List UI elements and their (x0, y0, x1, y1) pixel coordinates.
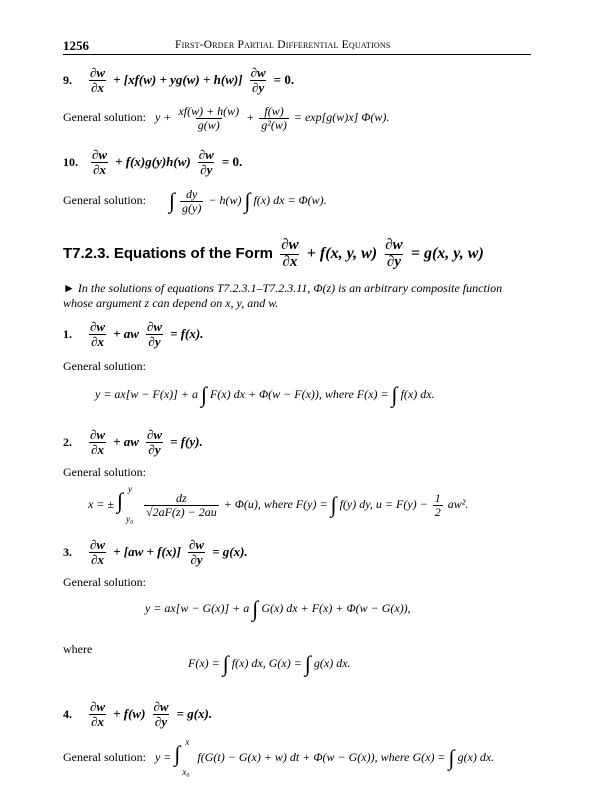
equation-number: 10. (63, 154, 78, 169)
integral-sign: ∫ (448, 745, 455, 770)
equation-4: 4. $\frac{\partial w}{\partial x}$ + f(w) $\frac{\partial w}{\partial y}$ = g(x). (63, 699, 213, 729)
solution-1: y = ax[w − F(x)] + a ∫ F(x) dx + Φ(w − F(x)), where F(x) = ∫ f(x) dx. (95, 382, 435, 407)
integral-sign: ∫ (168, 188, 176, 214)
equation-number: 4. (63, 706, 72, 721)
integral-sign: ∫ (304, 651, 311, 676)
equation-9: 9. $\frac{\partial w}{\partial x}$ + [xf(w) + yg(w) + h(w)] $\frac{\partial w}{\partial y}$ = 0. (63, 65, 295, 95)
partial-fraction: $\frac{\partial w}{\partial y}$ (250, 65, 266, 95)
integral-sign: ∫ (244, 188, 251, 214)
partial-fraction: $\frac{\partial w}{\partial y}$ (198, 147, 214, 177)
equation-number: 9. (63, 72, 72, 87)
integral-sign: ∫ (222, 651, 229, 676)
equation-number: 1. (63, 326, 72, 341)
equation-10: 10. $\frac{\partial w}{\partial x}$ + f(x)g(y)h(w) $\frac{\partial w}{\partial y}$ = 0. (63, 147, 243, 177)
equation-2: 2. $\frac{\partial w}{\partial x}$ + aw $\frac{\partial w}{\partial y}$ = f(y). (63, 427, 203, 457)
partial-fraction: $\frac{\partial w}{\partial y}$ (189, 537, 205, 567)
partial-fraction: $\frac{\partial w}{\partial y}$ (153, 699, 169, 729)
equation-3: 3. $\frac{\partial w}{\partial x}$ + [aw + f(x)] $\frac{\partial w}{\partial y}$ = g(x). (63, 537, 248, 567)
integral-sign: ∫ (252, 596, 259, 621)
partial-fraction: $\frac{\partial w}{\partial x}$ (90, 319, 106, 349)
where-definitions-3: F(x) = ∫ f(x) dx, G(x) = ∫ g(x) dx. (188, 651, 351, 676)
partial-fraction: $\frac{\partial w}{\partial x}$ (90, 537, 106, 567)
partial-fraction: $\frac{\partial w}{\partial x}$ (281, 237, 299, 270)
integral-sign: ∫ (117, 488, 124, 513)
general-solution-label-3: General solution: (63, 575, 146, 589)
integral-sign: ∫ (391, 382, 398, 407)
solution-4: General solution: y = ∫ x x₀ f(G(t) − G(x) + w) dt + Φ(w − G(x)), where G(x) = ∫ g(x) dx. (63, 737, 495, 777)
partial-fraction: $\frac{\partial w}{\partial y}$ (146, 319, 163, 349)
equation-number: 3. (63, 544, 72, 559)
running-title: First-Order Partial Differential Equations (175, 39, 391, 51)
general-solution-10: General solution: ∫ $\frac{dy}{g(y)}$ − h(w) ∫ f(x) dx = Φ(w). (63, 187, 327, 215)
where-label: where (63, 642, 93, 656)
section-heading: T7.2.3. Equations of the Form $\frac{\partial w}{\partial x}$ + f(x, y, w) $\frac{\partial w}{\partial y}$ = g(x, y, w) (63, 237, 484, 270)
definite-integral: ∫ x x₀ (174, 737, 190, 777)
partial-fraction: $\frac{\partial w}{\partial x}$ (90, 427, 106, 457)
partial-fraction: $\frac{\partial w}{\partial y}$ (146, 427, 163, 457)
general-solution-9: General solution: y + $\frac{xf(w) + h(w)}{g(w)}$ + $\frac{f(w)}{\text{g²(w)}}$ = exp[g(w)x] Φ(w). (63, 104, 390, 132)
integral-sign: ∫ (200, 382, 207, 407)
partial-fraction: $\frac{\partial w}{\partial x}$ (90, 699, 106, 729)
definite-integral: ∫ y y₀ (117, 484, 134, 524)
partial-fraction: $\frac{\partial w}{\partial x}$ (92, 147, 108, 177)
partial-fraction: $\frac{\partial w}{\partial y}$ (385, 237, 403, 270)
solution-2: x = ± ∫ y y₀ $\frac{dz}{√2aF(z) - 2au}$ + Φ(u), where F(y) = ∫ f(y) dy, u = F(y) − $\frac{1}{2}$ aw². (88, 484, 469, 524)
section-note-line-1: ► In the solutions of equations T7.2.3.1–T7.2.3.11, Φ(z) is an arbitrary composite function (63, 281, 503, 295)
partial-fraction: $\frac{\partial w}{\partial x}$ (90, 65, 106, 95)
header-rule (63, 54, 531, 55)
solution-3: y = ax[w − G(x)] + a ∫ G(x) dx + F(x) + Φ(w − G(x)), (145, 596, 411, 621)
page-number: 1256 (63, 38, 89, 53)
equation-number: 2. (63, 434, 72, 449)
integral-sign: ∫ (174, 741, 181, 766)
section-note-line-2: whose argument z can depend on x, y, and w. (63, 296, 279, 310)
general-solution-label-1: General solution: (63, 359, 146, 373)
equation-1: 1. $\frac{\partial w}{\partial x}$ + aw $\frac{\partial w}{\partial y}$ = f(x). (63, 319, 204, 349)
general-solution-label-2: General solution: (63, 465, 146, 479)
integral-sign: ∫ (330, 492, 337, 517)
